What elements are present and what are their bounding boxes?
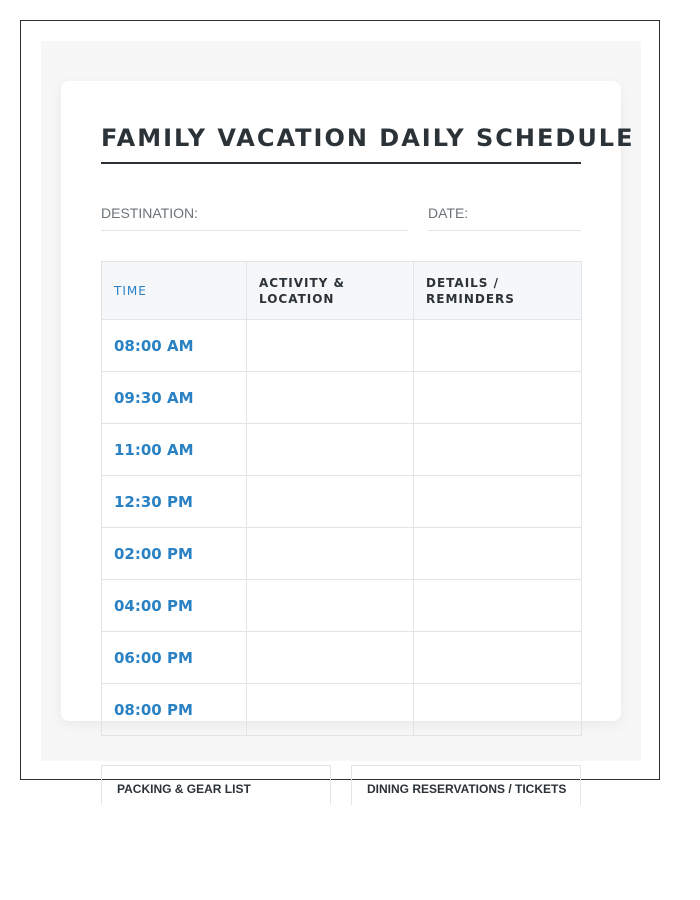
packing-list-title: PACKING & GEAR LIST <box>117 782 251 796</box>
destination-label: DESTINATION: <box>101 205 198 221</box>
header-activity: ACTIVITY & LOCATION <box>247 262 414 320</box>
date-field[interactable] <box>428 203 581 231</box>
details-cell[interactable] <box>414 424 582 476</box>
table-row <box>102 476 582 528</box>
activity-cell[interactable] <box>247 424 414 476</box>
table-row <box>102 320 582 372</box>
details-cell[interactable] <box>414 372 582 424</box>
time-cell: 02:00 PM <box>102 528 247 580</box>
table-header-row <box>102 262 582 320</box>
dining-tickets-title: DINING RESERVATIONS / TICKETS <box>367 782 567 796</box>
activity-cell[interactable] <box>247 632 414 684</box>
table-row <box>102 684 582 736</box>
table-row <box>102 528 582 580</box>
header-details: DETAILS / REMINDERS <box>414 262 582 320</box>
dining-tickets-box <box>351 765 581 805</box>
header-time: TIME <box>102 262 247 320</box>
details-cell[interactable] <box>414 320 582 372</box>
details-cell[interactable] <box>414 580 582 632</box>
time-cell: 09:30 AM <box>102 372 247 424</box>
table-row <box>102 632 582 684</box>
schedule-table <box>101 261 582 736</box>
activity-cell[interactable] <box>247 528 414 580</box>
time-cell: 08:00 PM <box>102 684 247 736</box>
activity-cell[interactable] <box>247 320 414 372</box>
activity-cell[interactable] <box>247 580 414 632</box>
time-cell: 06:00 PM <box>102 632 247 684</box>
details-cell[interactable] <box>414 528 582 580</box>
page-title: FAMILY VACATION DAILY SCHEDULE <box>101 118 581 164</box>
packing-list-box <box>101 765 331 805</box>
date-label: DATE: <box>428 205 469 221</box>
time-cell: 08:00 AM <box>102 320 247 372</box>
table-row <box>102 424 582 476</box>
time-cell: 11:00 AM <box>102 424 247 476</box>
activity-cell[interactable] <box>247 684 414 736</box>
time-cell: 04:00 PM <box>102 580 247 632</box>
table-row <box>102 580 582 632</box>
table-row <box>102 372 582 424</box>
time-cell: 12:30 PM <box>102 476 247 528</box>
destination-field[interactable] <box>101 203 408 231</box>
activity-cell[interactable] <box>247 372 414 424</box>
activity-cell[interactable] <box>247 476 414 528</box>
details-cell[interactable] <box>414 632 582 684</box>
details-cell[interactable] <box>414 684 582 736</box>
details-cell[interactable] <box>414 476 582 528</box>
